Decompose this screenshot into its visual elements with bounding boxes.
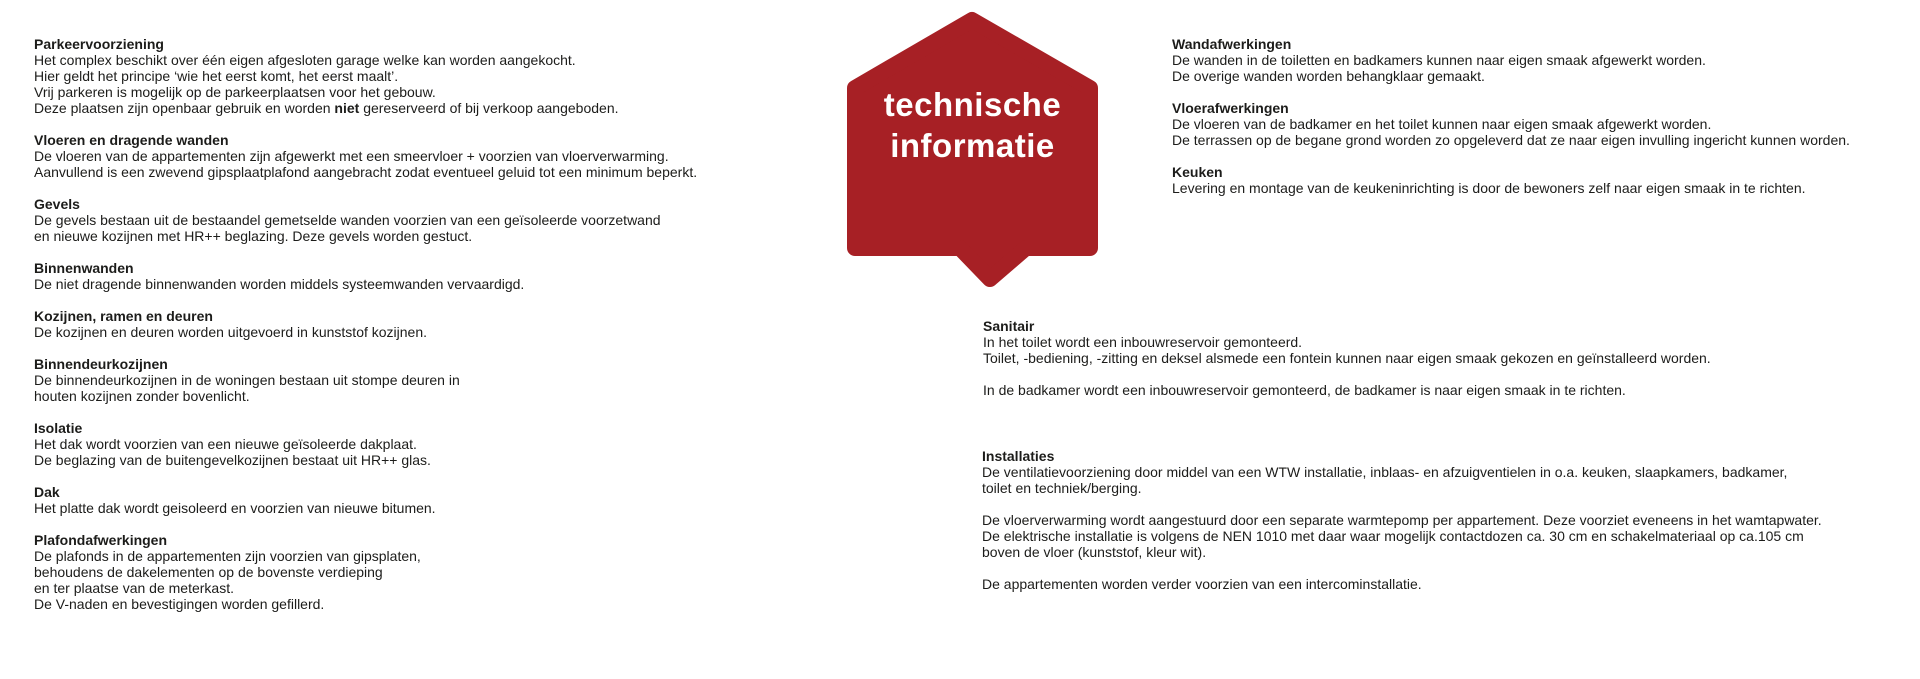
right-bottom-column (982, 448, 1862, 608)
section-line: In het toilet wordt een inbouwreservoir gemonteerd. (983, 334, 1303, 350)
text-section (34, 420, 724, 468)
section-line: De kozijnen en deuren worden uitgevoerd in kunststof kozijnen. (34, 324, 428, 340)
section-heading: Parkeervoorziening (34, 36, 164, 52)
text-section (34, 356, 724, 404)
section-line: De beglazing van de buitengevelkozijnen bestaat uit HR++ glas. (34, 452, 431, 468)
section-heading: Isolatie (34, 420, 83, 436)
section-line: In de badkamer wordt een inbouwreservoir gemonteerd, de badkamer is naar eigen smaak in te richten. (983, 382, 1626, 398)
section-line: Aanvullend is een zwevend gipsplaatplafond aangebracht zodat eventueel geluid tot een minimum beperkt. (34, 164, 698, 180)
section-line (983, 366, 1853, 382)
badge-title-line1: technische (883, 86, 1062, 123)
section-line: De binnendeurkozijnen in de woningen bestaan uit stompe deuren in (34, 372, 460, 388)
right-top-column (1172, 36, 1912, 212)
text-section (34, 308, 724, 340)
text-section (34, 484, 724, 516)
badge-title-line2: informatie (890, 127, 1055, 164)
section-line: Toilet, -bediening, -zitting en deksel alsmede een fontein kunnen naar eigen smaak gekozen en geïnstalleerd worden. (983, 350, 1711, 366)
section-line: De V-naden en bevestigingen worden gefillerd. (34, 596, 325, 612)
section-heading: Sanitair (983, 318, 1035, 334)
badge-title (847, 84, 1098, 166)
section-line: De vloerverwarming wordt aangestuurd door een separate warmtepomp per appartement. Deze voorziet eveneens in het wamtapwater. (982, 512, 1822, 528)
section-line: De ventilatievoorziening door middel van een WTW installatie, inblaas- en afzuigventielen in o.a. keuken, slaapkamers, badkamer, (982, 464, 1788, 480)
section-heading: Keuken (1172, 164, 1223, 180)
text-section (34, 260, 724, 292)
section-line: Het complex beschikt over één eigen afgesloten garage welke kan worden aangekocht. (34, 52, 576, 68)
section-line: behoudens de dakelementen op de bovenste verdieping (34, 564, 383, 580)
text-section (1172, 100, 1912, 148)
text-section (34, 196, 724, 244)
section-line: Het dak wordt voorzien van een nieuwe geïsoleerde dakplaat. (34, 436, 417, 452)
section-line: De appartementen worden verder voorzien van een intercominstallatie. (982, 576, 1422, 592)
section-line: Deze plaatsen zijn openbaar gebruik en worden niet gereserveerd of bij verkoop aangeboden. (34, 100, 619, 116)
section-heading: Kozijnen, ramen en deuren (34, 308, 213, 324)
section-line: De niet dragende binnenwanden worden middels systeemwanden vervaardigd. (34, 276, 525, 292)
section-line: houten kozijnen zonder bovenlicht. (34, 388, 250, 404)
section-line: De overige wanden worden behangklaar gemaakt. (1172, 68, 1485, 84)
text-section (34, 132, 724, 180)
text-section (34, 532, 724, 612)
text-section (982, 448, 1862, 592)
section-line: boven de vloer (kunststof, kleur wit). (982, 544, 1207, 560)
section-line: en nieuwe kozijnen met HR++ beglazing. Deze gevels worden gestuct. (34, 228, 473, 244)
section-line (982, 560, 1862, 576)
section-heading: Binnenwanden (34, 260, 134, 276)
section-line: De vloeren van de badkamer en het toilet kunnen naar eigen smaak afgewerkt worden. (1172, 116, 1712, 132)
section-line: De wanden in de toiletten en badkamers kunnen naar eigen smaak afgewerkt worden. (1172, 52, 1706, 68)
text-section (1172, 36, 1912, 84)
section-line: toilet en techniek/berging. (982, 480, 1142, 496)
right-middle-column (983, 318, 1853, 414)
section-heading: Installaties (982, 448, 1055, 464)
section-line: Het platte dak wordt geisoleerd en voorzien van nieuwe bitumen. (34, 500, 436, 516)
section-line: De gevels bestaan uit de bestaandel gemetselde wanden voorzien van een geïsoleerde voorzetwand (34, 212, 661, 228)
text-section (983, 318, 1853, 398)
section-line: Hier geldt het principe ‘wie het eerst komt, het eerst maalt’. (34, 68, 399, 84)
section-heading: Vloeren en dragende wanden (34, 132, 229, 148)
section-heading: Dak (34, 484, 60, 500)
section-heading: Wandafwerkingen (1172, 36, 1292, 52)
section-heading: Vloerafwerkingen (1172, 100, 1289, 116)
section-line (982, 496, 1862, 512)
section-line: De vloeren van de appartementen zijn afgewerkt met een smeervloer + voorzien van vloerverwarming. (34, 148, 669, 164)
section-heading: Binnendeurkozijnen (34, 356, 168, 372)
section-heading: Plafondafwerkingen (34, 532, 168, 548)
section-line: De terrassen op de begane grond worden zo opgeleverd dat ze naar eigen invulling ingericht kunnen worden. (1172, 132, 1850, 148)
section-line: De elektrische installatie is volgens de NEN 1010 met daar waar mogelijk contactdozen ca. 30 cm en schakelmateriaal op ca.105 cm (982, 528, 1804, 544)
text-section (34, 36, 724, 116)
section-line: en ter plaatse van de meterkast. (34, 580, 234, 596)
left-column (34, 36, 724, 628)
text-section (1172, 164, 1912, 196)
section-line: Levering en montage van de keukeninrichting is door de bewoners zelf naar eigen smaak in te richten. (1172, 180, 1806, 196)
section-line: Vrij parkeren is mogelijk op de parkeerplaatsen voor het gebouw. (34, 84, 436, 100)
section-heading: Gevels (34, 196, 80, 212)
section-line: De plafonds in de appartementen zijn voorzien van gipsplaten, (34, 548, 421, 564)
